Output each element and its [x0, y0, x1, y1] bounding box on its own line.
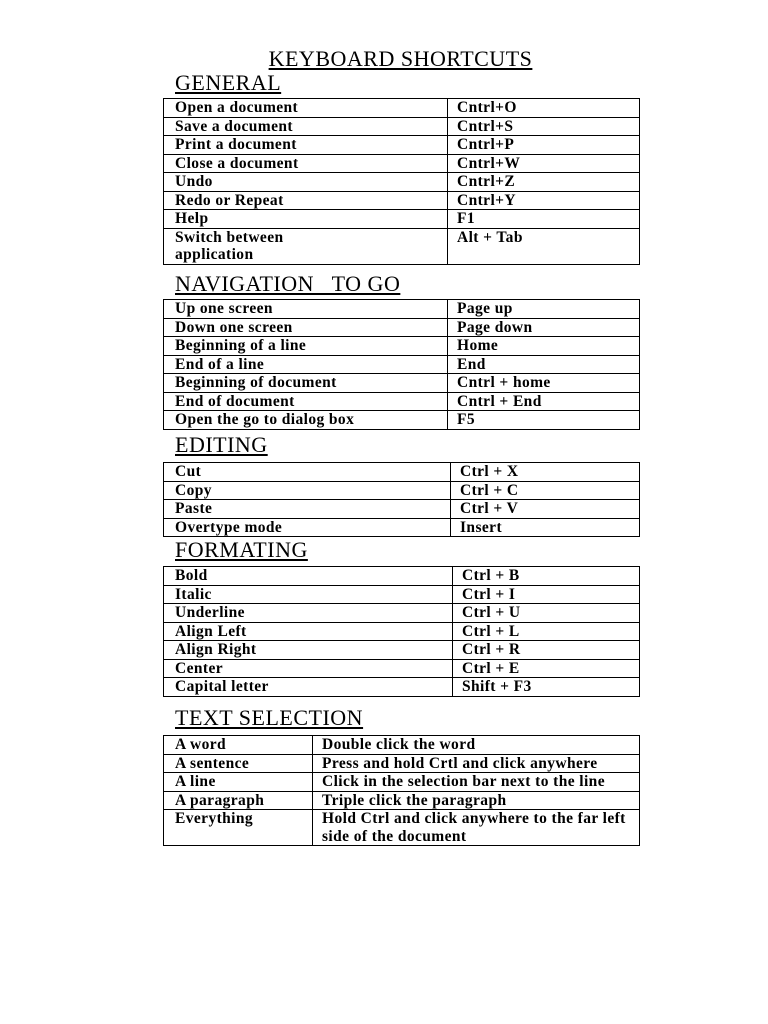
table-row: [164, 411, 640, 430]
shortcut-cell: Click in the selection bar next to the line: [313, 773, 640, 792]
action-cell: A paragraph: [164, 791, 313, 810]
table-row: [164, 791, 640, 810]
table-row: [164, 355, 640, 374]
action-cell: End of document: [164, 392, 448, 411]
table-row: [164, 392, 640, 411]
shortcut-cell: Insert: [451, 518, 640, 537]
table-row: [164, 500, 640, 519]
table-row: [164, 154, 640, 173]
action-cell: Bold: [164, 567, 453, 586]
action-cell: Save a document: [164, 117, 448, 136]
shortcut-cell: Home: [448, 337, 640, 356]
table-row: [164, 136, 640, 155]
table-row: [164, 228, 640, 264]
page-title: KEYBOARD SHORTCUTS: [268, 46, 533, 71]
section-heading-general: GENERAL: [175, 70, 282, 95]
action-cell: Open a document: [164, 99, 448, 118]
table-row: [164, 374, 640, 393]
shortcut-cell: Ctrl + L: [453, 622, 640, 641]
action-cell: Switch between application: [164, 228, 448, 264]
action-cell: Help: [164, 210, 448, 229]
action-cell: Print a document: [164, 136, 448, 155]
action-cell: Capital letter: [164, 678, 453, 697]
shortcut-cell: Ctrl + X: [451, 463, 640, 482]
shortcut-cell: Ctrl + V: [451, 500, 640, 519]
editing-table: [163, 462, 640, 537]
table-row: [164, 659, 640, 678]
action-cell: Center: [164, 659, 453, 678]
table-row: [164, 117, 640, 136]
shortcut-cell: Page up: [448, 300, 640, 319]
shortcut-cell: Cntrl+P: [448, 136, 640, 155]
action-cell: Cut: [164, 463, 451, 482]
action-cell: Copy: [164, 481, 451, 500]
action-cell: Close a document: [164, 154, 448, 173]
general-table: [163, 98, 640, 265]
table-row: [164, 210, 640, 229]
table-row: [164, 300, 640, 319]
shortcut-cell: F5: [448, 411, 640, 430]
action-cell: Open the go to dialog box: [164, 411, 448, 430]
shortcut-cell: Double click the word: [313, 736, 640, 755]
table-row: [164, 481, 640, 500]
text-selection-table: [163, 735, 640, 846]
table-row: [164, 736, 640, 755]
table-row: [164, 318, 640, 337]
action-cell: Paste: [164, 500, 451, 519]
section-heading-navigation: NAVIGATION TO GO: [175, 271, 401, 296]
table-row: [164, 810, 640, 846]
section-heading-text-selection: TEXT SELECTION: [175, 705, 364, 730]
action-cell: End of a line: [164, 355, 448, 374]
shortcut-cell: Triple click the paragraph: [313, 791, 640, 810]
action-cell: Italic: [164, 585, 453, 604]
shortcut-cell: Ctrl + C: [451, 481, 640, 500]
shortcut-cell: Ctrl + E: [453, 659, 640, 678]
shortcut-cell: Cntrl+Z: [448, 173, 640, 192]
action-cell: Underline: [164, 604, 453, 623]
table-row: [164, 567, 640, 586]
navigation-table: [163, 299, 640, 430]
shortcut-cell: Cntrl+S: [448, 117, 640, 136]
action-cell: A line: [164, 773, 313, 792]
table-row: [164, 337, 640, 356]
shortcut-cell: Hold Ctrl and click anywhere to the far left side of the document: [313, 810, 640, 846]
table-row: [164, 622, 640, 641]
table-row: [164, 518, 640, 537]
shortcut-cell: Cntrl + home: [448, 374, 640, 393]
action-cell: Align Left: [164, 622, 453, 641]
section-heading-editing: EDITING: [175, 432, 268, 457]
shortcut-cell: Ctrl + I: [453, 585, 640, 604]
table-row: [164, 678, 640, 697]
section-heading-formating: FORMATING: [175, 537, 308, 562]
table-row: [164, 191, 640, 210]
shortcut-cell: Cntrl+W: [448, 154, 640, 173]
table-row: [164, 173, 640, 192]
action-cell: Align Right: [164, 641, 453, 660]
formating-table: [163, 566, 640, 697]
action-cell: A word: [164, 736, 313, 755]
action-cell: Overtype mode: [164, 518, 451, 537]
shortcut-cell: Ctrl + B: [453, 567, 640, 586]
table-row: [164, 463, 640, 482]
table-row: [164, 99, 640, 118]
table-row: [164, 641, 640, 660]
action-cell: Undo: [164, 173, 448, 192]
table-row: [164, 754, 640, 773]
shortcut-cell: Press and hold Crtl and click anywhere: [313, 754, 640, 773]
shortcut-cell: Ctrl + R: [453, 641, 640, 660]
shortcut-cell: End: [448, 355, 640, 374]
shortcut-cell: F1: [448, 210, 640, 229]
action-cell: Beginning of a line: [164, 337, 448, 356]
shortcut-cell: Cntrl+Y: [448, 191, 640, 210]
shortcut-cell: Alt + Tab: [448, 228, 640, 264]
table-row: [164, 585, 640, 604]
table-row: [164, 773, 640, 792]
table-row: [164, 604, 640, 623]
action-cell: Everything: [164, 810, 313, 846]
shortcut-cell: Cntrl+O: [448, 99, 640, 118]
action-cell: Down one screen: [164, 318, 448, 337]
shortcut-cell: Cntrl + End: [448, 392, 640, 411]
shortcut-cell: Ctrl + U: [453, 604, 640, 623]
action-cell: A sentence: [164, 754, 313, 773]
action-cell: Redo or Repeat: [164, 191, 448, 210]
shortcut-cell: Shift + F3: [453, 678, 640, 697]
action-cell: Beginning of document: [164, 374, 448, 393]
action-cell: Up one screen: [164, 300, 448, 319]
shortcut-cell: Page down: [448, 318, 640, 337]
